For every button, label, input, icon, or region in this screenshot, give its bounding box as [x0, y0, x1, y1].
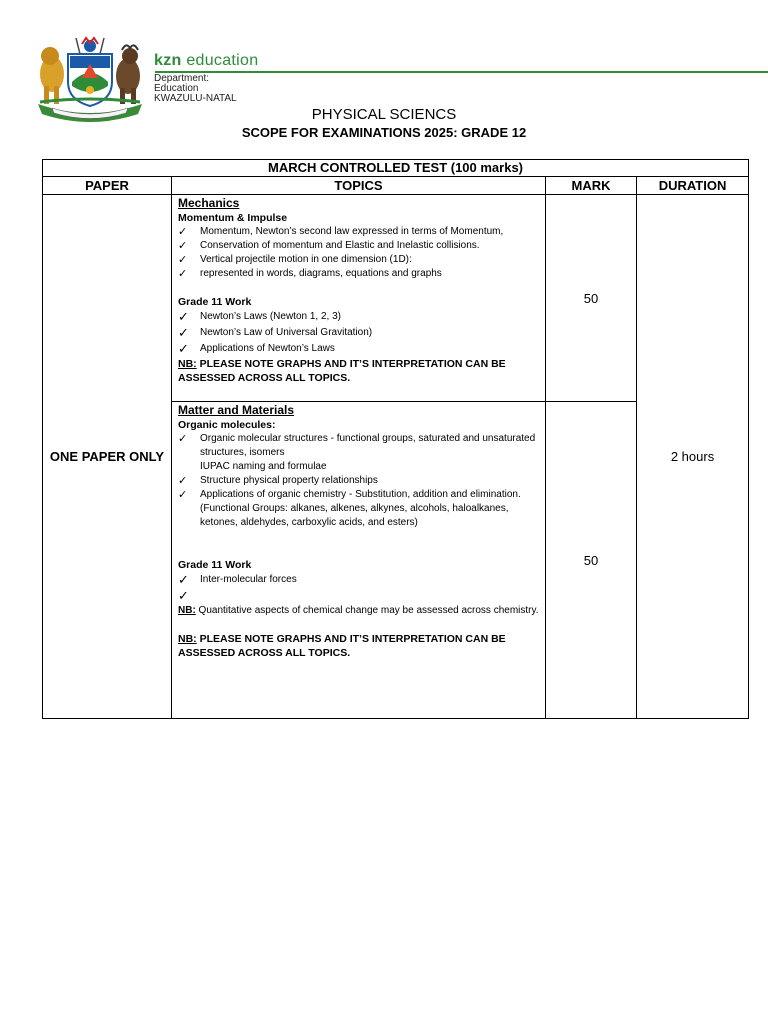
check-icon: ✓	[178, 254, 188, 266]
list-item: ✓ represented in words, diagrams, equations and graphs	[178, 268, 442, 280]
check-icon: ✓	[178, 325, 189, 340]
section-title-matter: Matter and Materials	[178, 403, 295, 417]
brand-wordmark: kzn education	[154, 52, 259, 69]
section-title-mechanics: Mechanics	[178, 196, 240, 210]
column-header-paper: PAPER	[43, 177, 172, 195]
column-header-mark: MARK	[546, 177, 637, 195]
list-item: ✓ Vertical projectile motion in one dimension (1D):	[178, 254, 412, 266]
subsection-grade11: Grade 11 Work	[178, 559, 252, 571]
list-item: ✓ Conservation of momentum and Elastic and Inelastic collisions.	[178, 240, 480, 252]
subsection-grade11: Grade 11 Work	[178, 296, 252, 308]
check-icon: ✓	[178, 489, 188, 501]
list-item: ✓ Applications of organic chemistry - Substitution, addition and elimination.	[178, 489, 521, 501]
brand-rule	[155, 71, 768, 73]
check-icon: ✓	[178, 572, 189, 587]
check-icon: ✓	[178, 341, 189, 356]
check-icon: ✓	[178, 588, 189, 603]
list-item: ✓ Applications of Newton’s Laws	[178, 341, 335, 356]
subsection-organic: Organic molecules:	[178, 419, 276, 431]
table-caption: MARCH CONTROLLED TEST (100 marks)	[43, 160, 749, 177]
column-header-duration: DURATION	[637, 177, 749, 195]
document-title: PHYSICAL SCIENCS	[311, 106, 457, 123]
momentum-list	[178, 225, 539, 281]
list-item: ✓ Organic molecular structures - functional groups, saturated and unsaturated structures, isomers	[178, 433, 536, 458]
check-icon: ✓	[178, 433, 188, 445]
mark-mechanics: 50	[546, 195, 637, 402]
list-item-continuation: (Functional Groups: alkanes, alkenes, alkynes, alcohols, haloalkanes, ketones, aldehydes, carboxylic acids, and esters)	[200, 503, 509, 528]
list-item: ✓ Momentum, Newton’s second law expressed in terms of Momentum,	[178, 226, 504, 238]
nb-graphs-note: NB: PLEASE NOTE GRAPHS AND IT’S INTERPRETATION CAN BE ASSESSED ACROSS ALL TOPICS.	[178, 633, 506, 659]
column-header-topics: TOPICS	[172, 177, 546, 195]
mark-matter: 50	[546, 402, 637, 719]
grade11-list	[178, 309, 539, 357]
check-icon: ✓	[178, 240, 188, 252]
list-item	[178, 588, 539, 604]
duration-cell: 2 hours	[637, 195, 749, 719]
paper-cell: ONE PAPER ONLY	[43, 195, 172, 719]
department-label: Department: Education KWAZULU-NATAL	[154, 73, 237, 104]
check-icon: ✓	[178, 268, 188, 280]
list-item: ✓ Inter-molecular forces	[178, 572, 297, 587]
topic-mechanics	[172, 195, 546, 402]
grade11-list	[178, 572, 539, 604]
topic-matter	[172, 402, 546, 719]
list-item: ✓ Structure physical property relationships	[178, 475, 378, 487]
list-item-continuation: IUPAC naming and formulae	[200, 461, 327, 472]
exam-scope-table	[42, 159, 749, 719]
list-item: ✓ Newton’s Laws (Newton 1, 2, 3)	[178, 309, 341, 324]
document-subtitle: SCOPE FOR EXAMINATIONS 2025: GRADE 12	[241, 125, 527, 140]
nb-graphs-note: NB: PLEASE NOTE GRAPHS AND IT’S INTERPRETATION CAN BE ASSESSED ACROSS ALL TOPICS.	[178, 358, 506, 384]
check-icon: ✓	[178, 226, 188, 238]
check-icon: ✓	[178, 309, 189, 324]
list-item: ✓ Newton’s Law of Universal Gravitation)	[178, 325, 373, 340]
letterhead	[0, 0, 768, 120]
check-icon: ✓	[178, 475, 188, 487]
subsection-momentum: Momentum & Impulse	[178, 212, 288, 224]
organic-list	[178, 432, 539, 460]
nb-quantitative-note: NB: Quantitative aspects of chemical change may be assessed across chemistry.	[178, 605, 539, 616]
